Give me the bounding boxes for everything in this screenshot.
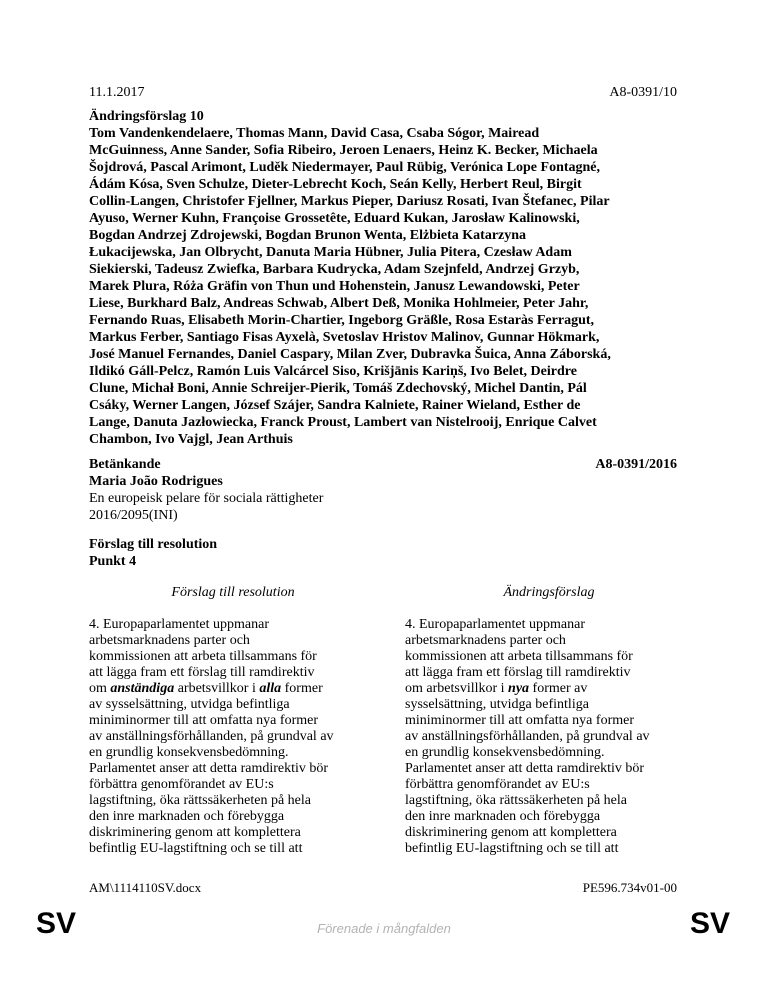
eu-motto: Förenade i mångfalden — [317, 921, 451, 936]
author-line: Liese, Burkhard Balz, Andreas Schwab, Albert Deß, Monika Hohlmeier, Peter Jahr, — [89, 296, 589, 311]
author-line: Šojdrová, Pascal Arimont, Luděk Niedermayer, Paul Rübig, Verónica Lope Fontagné, — [89, 160, 601, 175]
author-line: Clune, Michał Boni, Annie Schreijer-Pierik, Tomáš Zdechovský, Michel Dantin, Pál — [89, 381, 587, 396]
author-line: Chambon, Ivo Vajgl, Jean Arthuis — [89, 432, 293, 447]
section-heading — [89, 536, 389, 570]
author-line: Markus Ferber, Santiago Fisas Ayxelà, Svetoslav Hristov Malinov, Gunnar Hökmark, — [89, 330, 600, 345]
author-line: Marek Plura, Róża Gräfin von Thun und Hohenstein, Janusz Lewandowski, Peter — [89, 279, 580, 294]
report-title: En europeisk pelare för sociala rättigheter — [89, 491, 324, 506]
author-line: Łukacijewska, Jan Olbrycht, Danuta Maria Hübner, Julia Pitera, Czesław Adam — [89, 245, 572, 260]
original-text-part: former av sysselsättning, utvidga befintliga miniminormer till att omfatta nya former av anställningsförhållanden, på grundval av en grundlig konsekvensbedömning. Parlamentet anser att detta ramdirektiv bör förbättra genomförandet av EU:s lagstiftning, öka rättssäkerheten på hela den inre marknaden och förebygga diskriminering genom att komplettera befintlig EU-lagstiftning och se till att — [89, 681, 334, 856]
report-reference: A8-0391/2016 — [595, 457, 677, 472]
author-list — [89, 125, 681, 448]
document-reference: A8-0391/10 — [609, 85, 677, 100]
language-code-left: SV — [36, 907, 77, 940]
footer-pe-number: PE596.734v01-00 — [582, 880, 677, 895]
footer-docname: AM\1114110SV.docx — [89, 880, 202, 895]
amended-text-column — [405, 617, 693, 857]
amended-text-part: former av sysselsättning, utvidga befintliga miniminormer till att omfatta nya former av anställningsförhållanden, på grundval av en grundlig konsekvensbedömning. Parlamentet anser att detta ramdirektiv bör förbättra genomförandet av EU:s lagstiftning, öka rättssäkerheten på hela den inre marknaden och förebygga diskriminering genom att komplettera befintlig EU-lagstiftning och se till att — [405, 681, 650, 856]
right-column-heading: Ändringsförslag — [503, 585, 595, 600]
document-header — [89, 84, 677, 101]
document-date: 11.1.2017 — [89, 85, 145, 100]
procedure-number: 2016/2095(INI) — [89, 508, 178, 523]
author-line: Ildikó Gáll-Pelcz, Ramón Luis Valcárcel Siso, Krišjānis Kariņš, Ivo Belet, Deirdre — [89, 364, 577, 379]
author-line: Ayuso, Werner Kuhn, Françoise Grossetête, Eduard Kukan, Jarosław Kalinowski, — [89, 211, 580, 226]
section-paragraph: Punkt 4 — [89, 554, 137, 569]
section-type: Förslag till resolution — [89, 537, 218, 552]
language-code-right: SV — [690, 907, 731, 940]
deleted-word: anständiga — [110, 681, 175, 696]
original-text-part: arbetsvillkor i — [174, 681, 260, 696]
author-line: Tom Vandenkendelaere, Thomas Mann, David Casa, Csaba Sógor, Mairead — [89, 126, 540, 141]
author-line: Csáky, Werner Langen, József Szájer, Sandra Kalniete, Rainer Wieland, Esther de — [89, 398, 581, 413]
author-line: McGuinness, Anne Sander, Sofia Ribeiro, Jeroen Lenaers, Heinz K. Becker, Michaela — [89, 143, 598, 158]
document-footer — [89, 880, 677, 896]
report-label: Betänkande — [89, 457, 161, 472]
author-line: Fernando Ruas, Elisabeth Morin-Chartier, Ingeborg Gräßle, Rosa Estaràs Ferragut, — [89, 313, 595, 328]
report-info — [89, 456, 677, 524]
author-line: Bogdan Andrzej Zdrojewski, Bogdan Brunon Wenta, Elżbieta Katarzyna — [89, 228, 527, 243]
author-line: José Manuel Fernandes, Daniel Caspary, Milan Zver, Dubravka Šuica, Anna Záborská, — [89, 347, 611, 362]
inserted-word: nya — [508, 681, 530, 696]
original-text-part: 4. Europaparlamentet uppmanar arbetsmarknadens parter och kommissionen att arbeta tillsammans för att lägga fram ett förslag till ramdirektiv om — [89, 617, 317, 696]
deleted-word: alla — [259, 681, 282, 696]
author-line: Ádám Kósa, Sven Schulze, Dieter-Lebrecht Koch, Seán Kelly, Herbert Reul, Birgit — [89, 177, 582, 192]
author-line: Collin-Langen, Christofer Fjellner, Markus Pieper, Dariusz Rosati, Ivan Štefanec, Pilar — [89, 194, 610, 209]
rapporteur-name: Maria João Rodrigues — [89, 474, 223, 489]
author-line: Lange, Danuta Jazłowiecka, Franck Proust, Lambert van Nistelrooij, Enrique Calvet — [89, 415, 597, 430]
left-column-heading: Förslag till resolution — [171, 585, 295, 600]
original-text-column — [89, 617, 377, 857]
amendment-title: Ändringsförslag 10 — [89, 109, 204, 124]
author-line: Siekierski, Tadeusz Zwiefka, Barbara Kudrycka, Adam Szejnfeld, Andrzej Grzyb, — [89, 262, 580, 277]
amendment-block — [89, 108, 681, 448]
amended-text-part: 4. Europaparlamentet uppmanar arbetsmarknadens parter och kommissionen att arbeta tillsammans för att lägga fram ett förslag till ramdirektiv om arbetsvillkor i — [405, 617, 633, 696]
